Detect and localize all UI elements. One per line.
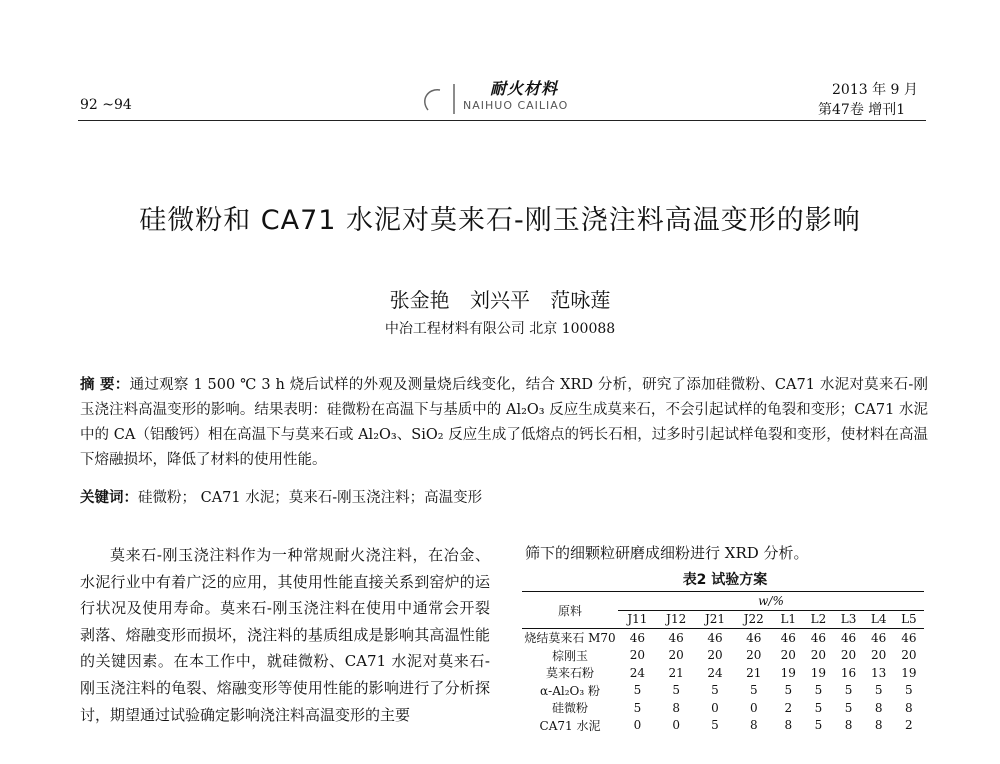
table-cell: 2 bbox=[784, 700, 793, 715]
table-cell: 5 bbox=[844, 700, 853, 715]
table-row-header: 原料 bbox=[522, 592, 618, 629]
table-cell: 0 bbox=[633, 718, 642, 733]
table-cell: 2 bbox=[905, 718, 913, 733]
table-cell: 5 bbox=[905, 683, 913, 698]
table-cell: 20 bbox=[746, 648, 762, 663]
table-cell: 19 bbox=[780, 665, 796, 680]
page-range: 92 ~94 bbox=[80, 97, 132, 113]
table-cell: 0 bbox=[711, 700, 719, 715]
table-cell: 46 bbox=[707, 630, 723, 645]
table-cell: 5 bbox=[814, 683, 823, 698]
table-cell: 8 bbox=[874, 700, 883, 715]
table-cell: 0 bbox=[749, 700, 758, 715]
table-cell: 20 bbox=[901, 648, 917, 663]
table-cell: 0 bbox=[672, 718, 681, 733]
body-paragraph: 莫来石-刚玉浇注料作为一种常规耐火浇注料，在冶金、水泥行业中有着广泛的应用，其使用性能直接关系到窑炉的运行状况及使用寿命。莫来石-刚玉浇注料在使用中通常会开裂剥落、熔融变形而损坏，浇注料的基质组成是影响其高温性能的关键因素。在本工作中，就硅微粉、CA71 水泥对莫来石-刚玉浇注料的龟裂、熔融变形等使用性能的影响进行了分析探讨，期望通过试验确定影响浇注料高温变形的主要 bbox=[80, 546, 490, 724]
table-cell: 46 bbox=[810, 630, 827, 645]
table-cell: 5 bbox=[874, 683, 883, 698]
journal-title-cn: 耐火材料 bbox=[490, 79, 559, 98]
table-row-label: CA71 水泥 bbox=[539, 718, 601, 733]
table-cell: 5 bbox=[844, 683, 853, 698]
table-row-label: 棕刚玉 bbox=[551, 648, 588, 663]
header-divider bbox=[78, 120, 926, 121]
table-cell: 8 bbox=[784, 718, 793, 733]
abstract-text: 通过观察 1 500 ℃ 3 h 烧后试样的外观及测量烧后线变化，结合 XRD 分析，研究了添加硅微粉、CA71 水泥对莫来石-刚玉浇注料高温变形的影响。结果表明：硅微粉在高温下与基质中的 Al₂O₃ 反应生成莫来石，不会引起试样的龟裂和变形；CA71 水泥中的 CA（铝酸钙）相在高温下与莫来石或 Al₂O₃、SiO₂ 反应生成了低熔点的钙长石相，过多时引起试样龟裂和变形，使材料在高温下熔融损坏，降低了材料的使用性能。 bbox=[80, 377, 928, 468]
table-cell: 5 bbox=[814, 718, 823, 733]
table-row-label: 烧结莫来石 M70 bbox=[524, 631, 616, 646]
table-cell: 13 bbox=[871, 665, 887, 680]
abstract-label: 摘 要： bbox=[80, 377, 130, 393]
table-caption: 表2 试验方案 bbox=[682, 572, 768, 588]
table-cell: 20 bbox=[668, 648, 684, 663]
table-cell: 20 bbox=[810, 648, 827, 663]
table-row bbox=[522, 699, 924, 717]
table-cell: 20 bbox=[629, 648, 646, 663]
table-row bbox=[522, 629, 924, 647]
keywords-text: 硅微粉； CA71 水泥；莫来石-刚玉浇注料；高温变形 bbox=[138, 490, 483, 506]
table-cell: 46 bbox=[746, 630, 762, 645]
table-cell: 5 bbox=[784, 683, 793, 698]
table-cell: 20 bbox=[871, 648, 887, 663]
table-column-header: L2 bbox=[803, 610, 833, 629]
issue-date: 2013 年 9 月 bbox=[832, 82, 918, 98]
table-cell: 16 bbox=[840, 665, 857, 680]
article-affiliation: 中冶工程材料有限公司 北京 100088 bbox=[384, 321, 616, 337]
table-cell: 8 bbox=[844, 718, 853, 733]
table-cell: 5 bbox=[633, 683, 642, 698]
table-cell: 46 bbox=[668, 630, 684, 645]
table-row bbox=[522, 682, 924, 700]
table-column-header: J22 bbox=[734, 610, 773, 629]
experiment-table bbox=[522, 591, 924, 734]
table-cell: 20 bbox=[707, 648, 723, 663]
table-cell: 19 bbox=[810, 665, 827, 680]
body-left-column bbox=[80, 542, 490, 728]
table-cell: 8 bbox=[905, 700, 913, 715]
table-cell: 21 bbox=[668, 665, 684, 680]
article-title: 硅微粉和 CA71 水泥对莫来石-刚玉浇注料高温变形的影响 bbox=[139, 205, 861, 236]
table-cell: 46 bbox=[901, 630, 917, 645]
table-column-header: J21 bbox=[696, 610, 735, 629]
table-cell: 20 bbox=[780, 648, 796, 663]
table-column-header: L3 bbox=[833, 610, 863, 629]
table-cell: 5 bbox=[711, 683, 719, 698]
table-cell: 24 bbox=[629, 665, 646, 680]
table-row-label: 莫来石粉 bbox=[545, 666, 594, 681]
table-cell: 8 bbox=[672, 700, 681, 715]
table-column-header: J11 bbox=[618, 610, 657, 629]
table-row bbox=[522, 664, 924, 682]
table-cell: 20 bbox=[840, 648, 857, 663]
table-cell: 5 bbox=[814, 700, 823, 715]
table-row bbox=[522, 717, 924, 735]
table-cell: 5 bbox=[711, 718, 719, 733]
table-row-label: 硅微粉 bbox=[551, 701, 588, 716]
table-column-header: J12 bbox=[657, 610, 696, 629]
table-row-label: α-Al₂O₃ 粉 bbox=[540, 683, 600, 698]
table-cell: 46 bbox=[629, 630, 646, 645]
keywords bbox=[80, 486, 928, 507]
article-authors: 张金艳 刘兴平 范咏莲 bbox=[389, 288, 611, 312]
table-cell: 46 bbox=[780, 630, 796, 645]
table-cell: 5 bbox=[749, 683, 758, 698]
table-cell: 5 bbox=[633, 700, 642, 715]
table-cell: 46 bbox=[871, 630, 887, 645]
table-cell: 21 bbox=[746, 665, 762, 680]
table-column-header: L1 bbox=[773, 610, 803, 629]
abstract bbox=[80, 373, 928, 473]
table-column-header: L5 bbox=[894, 610, 924, 629]
keywords-label: 关键词： bbox=[80, 490, 138, 506]
table-cell: 8 bbox=[874, 718, 883, 733]
table-cell: 24 bbox=[707, 665, 723, 680]
issue-volume: 第47卷 增刊1 bbox=[818, 102, 906, 118]
table-cell: 19 bbox=[901, 665, 917, 680]
table-row bbox=[522, 647, 924, 665]
table-cell: 46 bbox=[840, 630, 857, 645]
body-right-text: 筛下的细颗粒研磨成细粉进行 XRD 分析。 bbox=[525, 544, 809, 562]
journal-title-en: NAIHUO CAILIAO bbox=[463, 99, 569, 112]
table-column-header: L4 bbox=[864, 610, 894, 629]
table-cell: 5 bbox=[672, 683, 681, 698]
table-unit: w/% bbox=[618, 592, 924, 611]
table-cell: 8 bbox=[749, 718, 758, 733]
